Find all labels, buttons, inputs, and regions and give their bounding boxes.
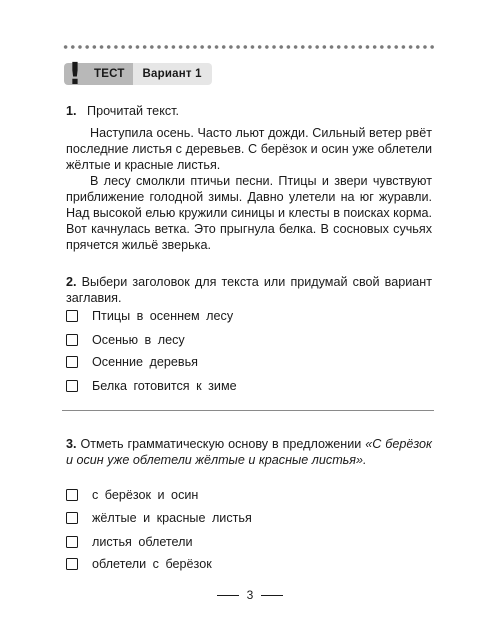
q3-option-1[interactable] bbox=[66, 488, 198, 502]
question-2-prompt bbox=[66, 274, 432, 306]
checkbox-icon[interactable] bbox=[66, 512, 78, 524]
q3-option-3[interactable] bbox=[66, 535, 193, 549]
section-divider bbox=[62, 410, 434, 411]
question-3-text: Отметь грамматическую основу в предложении bbox=[80, 437, 362, 451]
q2-option-4[interactable] bbox=[66, 379, 237, 393]
q2-option-3-label: Осенние деревья bbox=[92, 355, 198, 369]
q3-option-2-label: жёлтые и красные листья bbox=[92, 511, 252, 525]
page-number-footer bbox=[0, 588, 500, 602]
q3-option-4[interactable] bbox=[66, 557, 212, 571]
question-1-prompt: Прочитай текст. bbox=[87, 104, 180, 118]
checkbox-icon[interactable] bbox=[66, 310, 78, 322]
q3-option-1-label: с берёзок и осин bbox=[92, 488, 199, 502]
top-dotted-rule bbox=[62, 44, 434, 50]
question-2-text: Выбери заголовок для текста или придумай свой вариант заглавия. bbox=[66, 275, 432, 305]
test-header-badge bbox=[64, 57, 212, 92]
variant-tab bbox=[133, 63, 212, 85]
q3-option-2[interactable] bbox=[66, 511, 252, 525]
q2-option-4-label: Белка готовится к зиме bbox=[92, 379, 237, 393]
question-2-number: 2. bbox=[66, 275, 77, 289]
question-1-number: 1. bbox=[66, 104, 77, 118]
page-number-dash-left bbox=[217, 595, 239, 596]
checkbox-icon[interactable] bbox=[66, 380, 78, 392]
q2-option-1-label: Птицы в осеннем лесу bbox=[92, 309, 234, 323]
q3-option-4-label: облетели с берёзок bbox=[92, 557, 212, 571]
question-3-number: 3. bbox=[66, 437, 77, 451]
reading-paragraph-1: Наступила осень. Часто льют дожди. Сильный ветер рвёт последние листья с деревьев. С берёзок и осин уже облетели жёлтые и красные листья. bbox=[66, 126, 432, 172]
q2-option-2[interactable] bbox=[66, 333, 185, 347]
checkbox-icon[interactable] bbox=[66, 558, 78, 570]
checkbox-icon[interactable] bbox=[66, 356, 78, 368]
variant-label: Вариант 1 bbox=[142, 68, 202, 80]
checkbox-icon[interactable] bbox=[66, 489, 78, 501]
test-label: ТЕСТ bbox=[94, 68, 125, 80]
question-3-prompt bbox=[66, 436, 432, 468]
question-1-heading bbox=[66, 103, 438, 119]
page-number-dash-right bbox=[261, 595, 283, 596]
q2-option-3[interactable] bbox=[66, 355, 198, 369]
q3-option-3-label: листья облетели bbox=[92, 535, 193, 549]
test-badge-tab bbox=[64, 57, 133, 92]
reading-paragraph-2: В лесу смолкли птичьи песни. Птицы и звери чувствуют приближение голодной зимы. Давно улетели на юг журавли. Над высокой елью кружили синицы и клесты в поисках корма. Вот качнулась ветка. Это прыгнула белка. В сосновых сучьях прячется жильё зверька. bbox=[66, 174, 432, 252]
checkbox-icon[interactable] bbox=[66, 334, 78, 346]
exclamation-icon: ! bbox=[68, 57, 82, 92]
page-number: 3 bbox=[246, 588, 254, 602]
q2-option-2-label: Осенью в лесу bbox=[92, 333, 185, 347]
checkbox-icon[interactable] bbox=[66, 536, 78, 548]
question-3-quote: «С берёзок и осин уже облетели жёлтые и красные листья». bbox=[66, 437, 433, 467]
q2-option-1[interactable] bbox=[66, 309, 233, 323]
